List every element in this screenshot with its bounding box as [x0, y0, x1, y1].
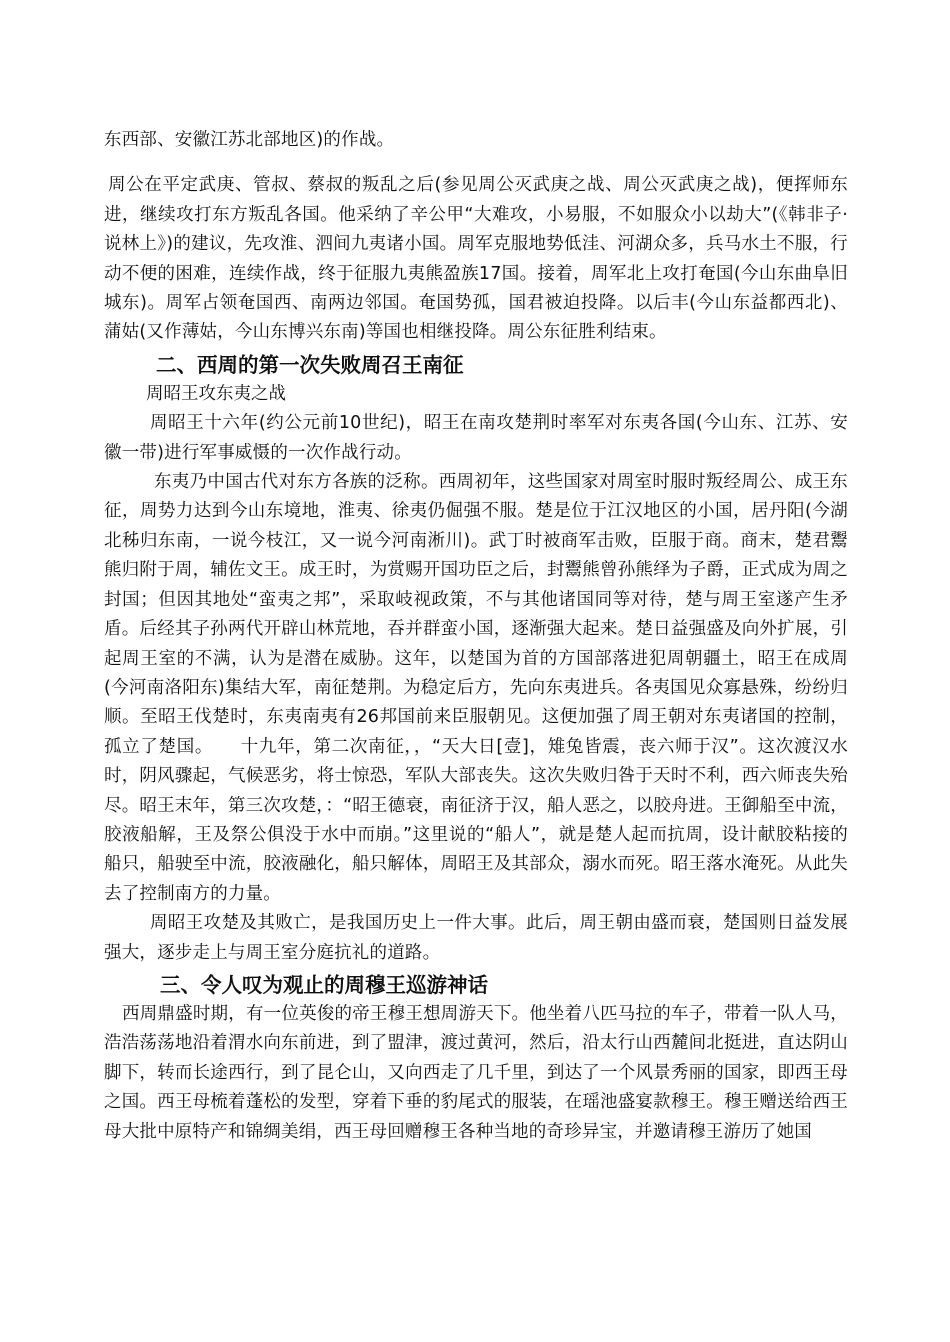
paragraph-6: 西周鼎盛时期，有一位英俊的帝王穆王想周游天下。他坐着八匹马拉的车子，带着一队人马，浩浩荡荡地沿着渭水向东前进，到了盟津，渡过黄河，然后，沿太行山西麓间北挺进，直达阴山脚下，转而长途西行，到了昆仑山，又向西走了几千里，到达了一个风景秀丽的国家，即西王母之国。西王母梳着蓬松的发型，穿着下垂的豹尾式的服装，在瑶池盛宴款穆王。穆王赠送给西王母大批中原特产和锦绸美绢，西王母回赠穆王各种当地的奇珍异宝，并邀请穆王游历了她国 [104, 1003, 848, 1142]
subheading-1: 周昭王攻东夷之战 [146, 383, 286, 404]
section-heading-3: 三、令人叹为观止的周穆王巡游神话 [160, 972, 488, 997]
paragraph-4: 东夷乃中国古代对东方各族的泛称。西周初年，这些国家对周室时服时叛经周公、成王东征，周势力达到今山东境地，淮夷、徐夷仍倔强不服。楚是位于江汉地区的小国，居丹阳(今湖北秭归东南，一说今枝江，又一说今河南淅川)。武丁时被商军击败，臣服于商。商末，楚君鬻熊归附于周，辅佐文王。成王时，为赏赐开国功臣之后，封鬻熊曾孙熊绎为子爵，正式成为周之封国；但因其地处“蛮夷之邦”，采取岐视政策，不与其他诸国同等对待，楚与周王室遂产生矛盾。后经其子孙两代开辟山林荒地，吞并群蛮小国，逐渐强大起来。楚日益强盛及向外扩展，引起周王室的不满，认为是潜在威胁。这年，以楚国为首的方国部落进犯周朝疆土，昭王在成周(今河南洛阳东)集结大军，南征楚荆。为稳定后方，先向东夷进兵。各夷国见众寡悬殊，纷纷归顺。至昭王伐楚时，东夷南夷有26邦国前来臣服朝见。这便加强了周王朝对东夷诸国的控制，孤立了楚国。 十九年，第二次南征，，“天大日[壹]，雉兔皆震，丧六师于汉”。这次渡汉水时，阴风骤起，气候恶劣，将士惊恐，军队大部丧失。这次失败归咎于天时不利，西六师丧失殆尽。昭王末年，第三次攻楚，：“昭王德衰，南征济于汉，船人恶之，以胶舟进。王御船至中流，胶液船解，王及祭公俱没于水中而崩。”这里说的“船人”，就是楚人起而抗周，设计献胶粘接的船只，船驶至中流，胶液融化，船只解体，周昭王及其部众，溺水而死。昭王落水淹死。从此失去了控制南方的力量。 [104, 472, 848, 904]
section-heading-2: 二、西周的第一次失败周召王南征 [156, 352, 464, 377]
paragraph-1: 东西部、安徽江苏北部地区)的作战。 [104, 130, 395, 150]
document-body [104, 126, 848, 1147]
paragraph-2: 周公在平定武庚、管叔、蔡叔的叛乱之后(参见周公灭武庚之战、周公灭武庚之战)，便挥师东进，继续攻打东方叛乱各国。他采纳了辛公甲“大难攻，小易服，不如服众小以劫大”(《韩非子·说林上》)的建议，先攻淮、泗间九夷诸小国。周军克服地势低洼、河湖众多，兵马水土不服，行动不便的困难，连续作战，终于征服九夷熊盈族17国。接着，周军北上攻打奄国(今山东曲阜旧城东)。周军占领奄国西、南两边邻国。奄国势孤，国君被迫投降。以后丰(今山东益都西北)、蒲姑(又作薄姑，今山东博兴东南)等国也相继投降。周公东征胜利结束。 [104, 175, 848, 343]
paragraph-5: 周昭王攻楚及其败亡，是我国历史上一件大事。此后，周王朝由盛而衰，楚国则日益发展强大，逐步走上与周王室分庭抗礼的道路。 [104, 913, 848, 963]
paragraph-3: 周昭王十六年(约公元前10世纪)，昭王在南攻楚荆时率军对东夷各国(今山东、江苏、安徽一带)进行军事威慑的一次作战行动。 [104, 413, 848, 463]
